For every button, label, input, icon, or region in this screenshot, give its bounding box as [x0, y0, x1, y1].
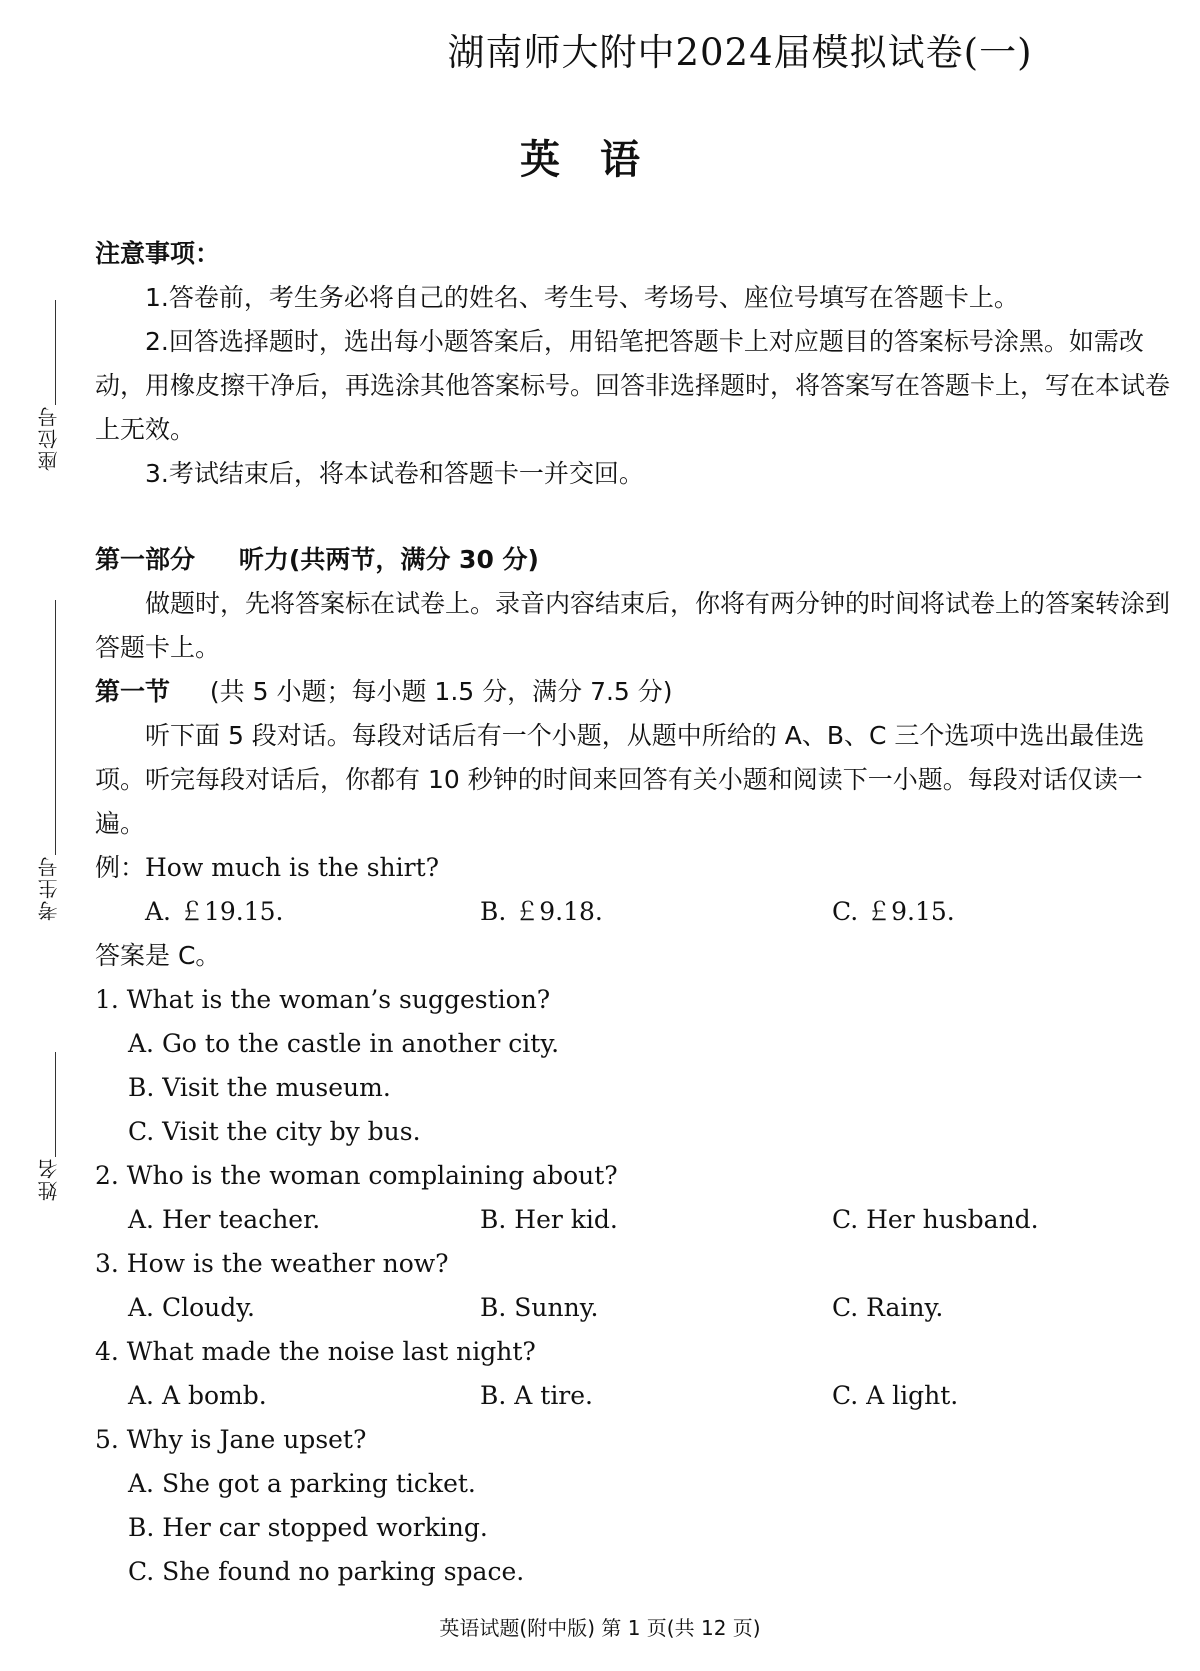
notice-item-2: 2.回答选择题时，选出每小题答案后，用铅笔把答题卡上对应题目的答案标号涂黑。如需改动，用橡皮擦干净后，再选涂其他答案标号。回答非选择题时，将答案写在答题卡上，写在本试卷上无效。 — [95, 327, 1171, 444]
question-3-options — [95, 1286, 1170, 1330]
section1-title: 第一节 — [95, 677, 171, 706]
question-3-option-b: B. Sunny. — [480, 1293, 599, 1322]
question-1-stem: 1. What is the woman’s suggestion? — [95, 985, 551, 1014]
question-4-option-a: A. A bomb. — [128, 1381, 267, 1410]
example-options — [95, 890, 1170, 934]
section1-subtitle: (共 5 小题；每小题 1.5 分，满分 7.5 分) — [209, 677, 673, 706]
section1-heading — [95, 670, 1170, 714]
example-question: 例：How much is the shirt? — [95, 853, 440, 882]
notice-item-1: 1.答卷前，考生务必将自己的姓名、考生号、考场号、座位号填写在答题卡上。 — [145, 283, 1019, 312]
notice-item-3: 3.考试结束后，将本试卷和答题卡一并交回。 — [145, 459, 644, 488]
question-2-stem: 2. Who is the woman complaining about? — [95, 1161, 618, 1190]
seat-number-line — [55, 300, 56, 405]
example-option-c: C. ￡9.15. — [832, 897, 955, 926]
question-5-stem: 5. Why is Jane upset? — [95, 1425, 367, 1454]
question-3-option-a: A. Cloudy. — [128, 1293, 255, 1322]
question-4-option-b: B. A tire. — [480, 1381, 594, 1410]
question-2-option-a: A. Her teacher. — [128, 1205, 321, 1234]
question-1-option-a: A. Go to the castle in another city. — [128, 1029, 560, 1058]
question-2-option-c: C. Her husband. — [832, 1205, 1039, 1234]
example-answer: 答案是 C。 — [95, 941, 221, 970]
section1-instruction: 听下面 5 段对话。每段对话后有一个小题，从题中所给的 A、B、C 三个选项中选出最佳选项。听完每段对话后，你都有 10 秒钟的时间来回答有关小题和阅读下一小题。每段对话仅读一遍。 — [95, 721, 1145, 838]
name-label: 姓名 — [37, 1157, 61, 1201]
question-5-option-c: C. She found no parking space. — [128, 1557, 525, 1586]
question-1-option-b: B. Visit the museum. — [128, 1073, 391, 1102]
part1-heading — [95, 538, 1170, 582]
part1-instruction: 做题时，先将答案标在试卷上。录音内容结束后，你将有两分钟的时间将试卷上的答案转涂到答题卡上。 — [95, 589, 1171, 662]
part1-subtitle: 听力(共两节，满分 30 分) — [238, 545, 539, 574]
seat-number-label: 座位号 — [37, 405, 61, 471]
question-3-stem: 3. How is the weather now? — [95, 1249, 449, 1278]
name-line — [55, 1052, 56, 1157]
question-4-option-c: C. A light. — [832, 1381, 959, 1410]
school-title: 湖南师大附中2024届模拟试卷(一) — [447, 31, 1033, 74]
question-3-option-c: C. Rainy. — [832, 1293, 944, 1322]
exam-content — [95, 232, 1170, 1594]
question-5-option-a: A. She got a parking ticket. — [128, 1469, 476, 1498]
exam-number-line — [55, 600, 56, 855]
page-footer: 英语试题(附中版) 第 1 页(共 12 页) — [439, 1616, 761, 1640]
question-5-option-b: B. Her car stopped working. — [128, 1513, 488, 1542]
question-2-option-b: B. Her kid. — [480, 1205, 618, 1234]
example-option-a: A. ￡19.15. — [145, 897, 284, 926]
subject-title: 英语 — [520, 137, 680, 183]
question-4-options — [95, 1374, 1170, 1418]
notice-title: 注意事项： — [95, 239, 221, 268]
question-1-option-c: C. Visit the city by bus. — [128, 1117, 421, 1146]
example-option-b: B. ￡9.18. — [480, 897, 603, 926]
part1-title: 第一部分 — [95, 545, 196, 574]
question-4-stem: 4. What made the noise last night? — [95, 1337, 536, 1366]
exam-number-label: 考生号 — [37, 855, 61, 921]
question-2-options — [95, 1198, 1170, 1242]
